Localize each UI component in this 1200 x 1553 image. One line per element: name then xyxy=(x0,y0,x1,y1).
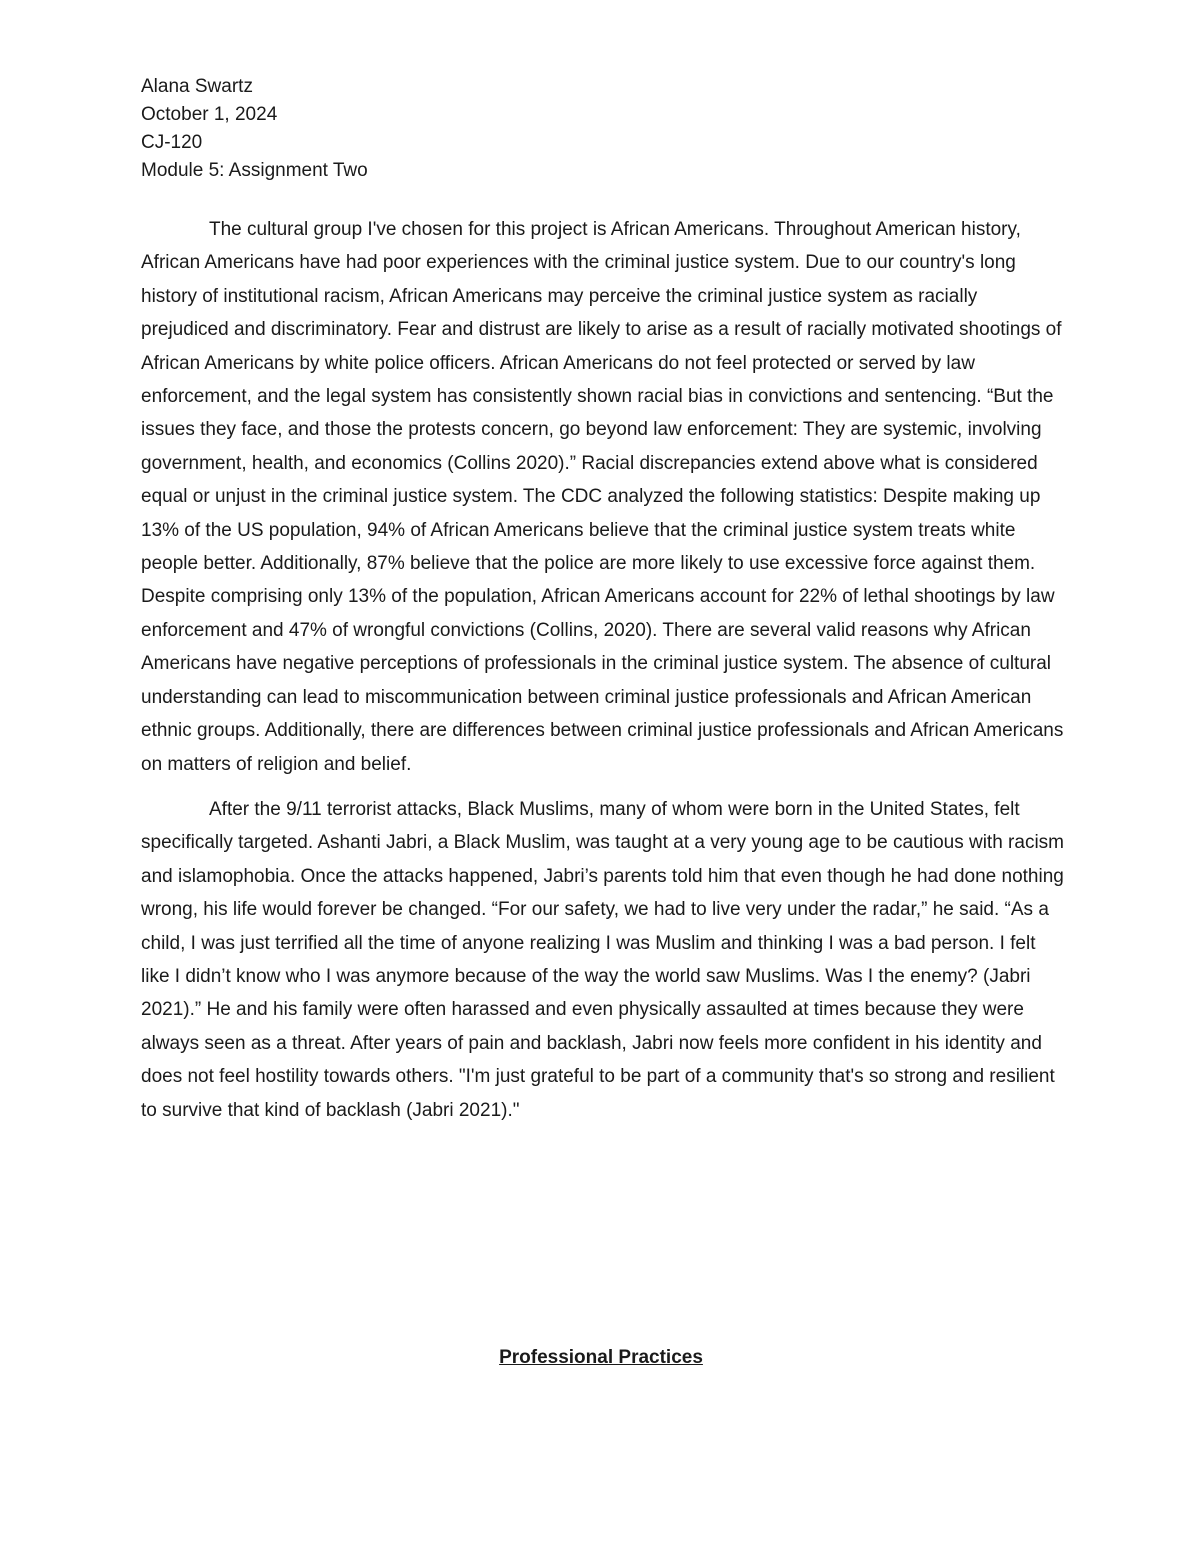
course-code: CJ-120 xyxy=(141,132,203,153)
section-heading: Professional Practices xyxy=(499,1347,703,1368)
body-paragraph xyxy=(141,213,1066,781)
body-paragraph xyxy=(141,793,1066,1127)
paragraph-text: The cultural group I've chosen for this project is African Americans. Throughout American history, African Americans have had poor experiences with the criminal justice system. Due to our country's long history of institutional racism, African Americans may perceive the criminal justice system as racially prejudiced and discriminatory. Fear and distrust are likely to arise as a result of racially motivated shootings of African Americans by white police officers. African Americans do not feel protected or served by law enforcement, and the legal system has consistently shown racial bias in convictions and sentencing. “But the issues they face, and those the protests concern, go beyond law enforcement: They are systemic, involving government, health, and economics (Collins 2020).” Racial discrepancies extend above what is considered equal or unjust in the criminal justice system. The CDC analyzed the following statistics: Despite making up 13% of the US population, 94% of African Americans believe that the criminal justice system treats white people better. Additionally, 87% believe that the police are more likely to use excessive force against them. Despite comprising only 13% of the population, African Americans account for 22% of lethal shootings by law enforcement and 47% of wrongful convictions (Collins, 2020). There are several valid reasons why African Americans have negative perceptions of professionals in the criminal justice system. The absence of cultural understanding can lead to miscommunication between criminal justice professionals and African American ethnic groups. Additionally, there are differences between criminal justice professionals and African Americans on matters of religion and belief. xyxy=(141,219,1064,775)
document-body xyxy=(141,213,1066,1139)
document-header xyxy=(141,73,1061,185)
paragraph-text: After the 9/11 terrorist attacks, Black Muslims, many of whom were born in the United States, felt specifically targeted. Ashanti Jabri, a Black Muslim, was taught at a very young age to be cautious with racism and islamophobia. Once the attacks happened, Jabri’s parents told him that even though he had done nothing wrong, his life would forever be changed. “For our safety, we had to live very under the radar,” he said. “As a child, I was just terrified all the time of anyone realizing I was Muslim and thinking I was a bad person. I felt like I didn’t know who I was anymore because of the way the world saw Muslims. Was I the enemy? (Jabri 2021).” He and his family were often harassed and even physically assaulted at times because they were always seen as a threat. After years of pain and backlash, Jabri now feels more confident in his identity and does not feel hostility towards others. "I'm just grateful to be part of a community that's so strong and resilient to survive that kind of backlash (Jabri 2021)." xyxy=(141,798,1065,1121)
assignment-title: Module 5: Assignment Two xyxy=(141,160,368,181)
document-date: October 1, 2024 xyxy=(141,104,278,125)
author-name: Alana Swartz xyxy=(141,76,253,97)
